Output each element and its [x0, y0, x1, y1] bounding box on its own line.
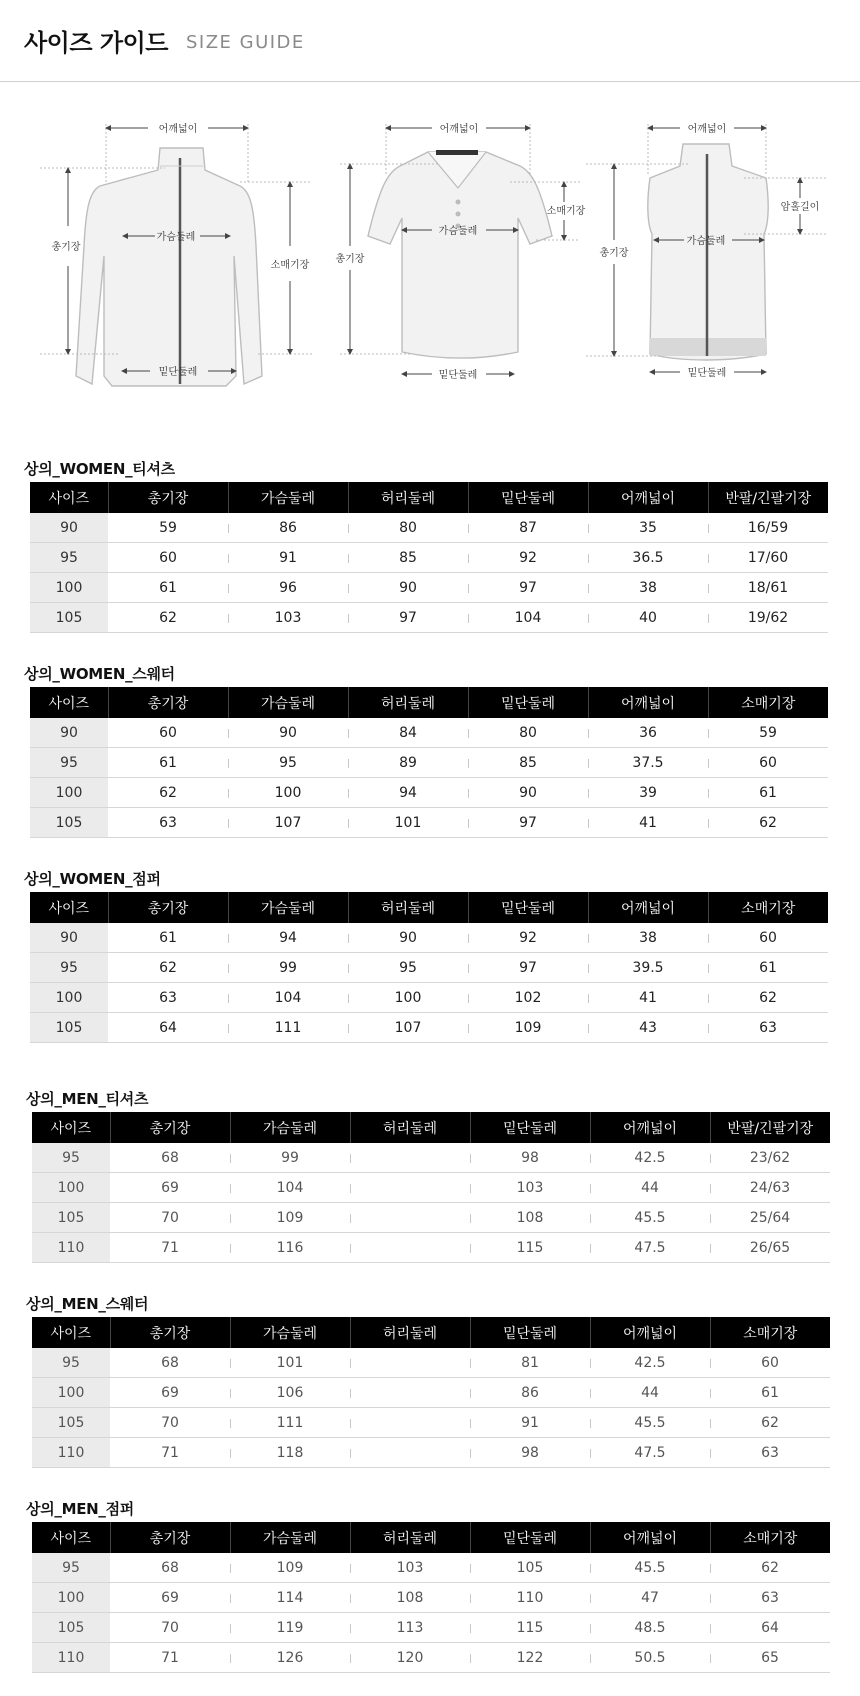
polo-diagram [336, 122, 586, 381]
table-row [32, 1438, 830, 1468]
value-cell: 62 [108, 603, 228, 633]
value-cell: 104 [228, 983, 348, 1013]
column-header: 사이즈 [30, 482, 108, 513]
value-cell: 94 [348, 778, 468, 808]
value-cell: 90 [348, 923, 468, 953]
value-cell: 113 [350, 1613, 470, 1643]
value-cell: 116 [230, 1233, 350, 1263]
value-cell: 39 [588, 778, 708, 808]
value-cell: 60 [108, 718, 228, 748]
value-cell: 62 [108, 953, 228, 983]
value-cell: 96 [228, 573, 348, 603]
size-cell: 90 [30, 513, 108, 543]
value-cell: 69 [110, 1583, 230, 1613]
section-title: 상의_MEN_점퍼 [26, 1500, 134, 1518]
value-cell: 95 [228, 748, 348, 778]
size-cell: 105 [30, 808, 108, 838]
size-cell: 100 [30, 983, 108, 1013]
value-cell: 71 [110, 1438, 230, 1468]
column-header: 총기장 [110, 1317, 230, 1348]
value-cell: 89 [348, 748, 468, 778]
table-row [30, 543, 828, 573]
column-header: 허리둘레 [350, 1522, 470, 1553]
table-row [32, 1583, 830, 1613]
value-cell: 63 [708, 1013, 828, 1043]
polo-sleeve-label: 소매기장 [546, 206, 586, 217]
jacket-sleeve-label: 소매기장 [270, 260, 310, 271]
value-cell: 107 [228, 808, 348, 838]
column-header: 어깨넓이 [588, 482, 708, 513]
polo-hem-label: 밑단둘레 [438, 370, 478, 381]
value-cell: 103 [470, 1173, 590, 1203]
value-cell: 25/64 [710, 1203, 830, 1233]
page-title: 사이즈 가이드 [24, 29, 168, 57]
value-cell: 36.5 [588, 543, 708, 573]
value-cell: 70 [110, 1203, 230, 1233]
value-cell: 68 [110, 1143, 230, 1173]
value-cell: 68 [110, 1348, 230, 1378]
table-header-row [32, 1522, 830, 1553]
size-cell: 95 [32, 1143, 110, 1173]
value-cell: 64 [710, 1613, 830, 1643]
vest-armhole-label: 암홀길이 [780, 202, 820, 213]
value-cell: 92 [468, 543, 588, 573]
table-row [32, 1643, 830, 1673]
size-table [32, 1317, 830, 1468]
column-header: 반팔/긴팔기장 [708, 482, 828, 513]
table-header-row [30, 687, 828, 718]
value-cell: 109 [230, 1203, 350, 1233]
value-cell: 60 [708, 748, 828, 778]
value-cell: 107 [348, 1013, 468, 1043]
value-cell: 65 [710, 1643, 830, 1673]
value-cell: 86 [228, 513, 348, 543]
size-table [30, 482, 828, 633]
jacket-illustration [76, 148, 262, 386]
value-cell: 50.5 [590, 1643, 710, 1673]
garment-diagrams [0, 106, 860, 426]
value-cell: 115 [470, 1233, 590, 1263]
column-header: 어깨넓이 [590, 1112, 710, 1143]
value-cell [350, 1143, 470, 1173]
value-cell: 61 [108, 923, 228, 953]
column-header: 가슴둘레 [228, 892, 348, 923]
table-header-row [32, 1317, 830, 1348]
table-header-row [30, 482, 828, 513]
value-cell: 106 [230, 1378, 350, 1408]
value-cell: 38 [588, 573, 708, 603]
size-section [26, 1088, 860, 1263]
section-title: 상의_MEN_스웨터 [26, 1295, 149, 1313]
value-cell: 18/61 [708, 573, 828, 603]
value-cell: 101 [230, 1348, 350, 1378]
size-section [26, 1498, 860, 1673]
column-header: 어깨넓이 [588, 892, 708, 923]
value-cell: 61 [710, 1378, 830, 1408]
value-cell: 81 [470, 1348, 590, 1378]
value-cell: 61 [108, 748, 228, 778]
table-row [32, 1378, 830, 1408]
size-cell: 105 [30, 1013, 108, 1043]
value-cell: 45.5 [590, 1203, 710, 1233]
value-cell: 111 [230, 1408, 350, 1438]
value-cell: 71 [110, 1233, 230, 1263]
value-cell: 97 [348, 603, 468, 633]
table-row [32, 1408, 830, 1438]
value-cell: 59 [108, 513, 228, 543]
value-cell: 104 [230, 1173, 350, 1203]
size-cell: 90 [30, 718, 108, 748]
value-cell: 36 [588, 718, 708, 748]
vest-chest-label: 가슴둘레 [686, 236, 726, 247]
polo-shoulder-label: 어깨넓이 [439, 124, 479, 135]
value-cell: 97 [468, 953, 588, 983]
size-cell: 100 [32, 1173, 110, 1203]
value-cell: 94 [228, 923, 348, 953]
column-header: 밑단둘레 [470, 1112, 590, 1143]
value-cell: 118 [230, 1438, 350, 1468]
value-cell: 100 [348, 983, 468, 1013]
jacket-hem-label: 밑단둘레 [158, 367, 198, 378]
value-cell: 115 [470, 1613, 590, 1643]
size-cell: 105 [30, 603, 108, 633]
size-section [24, 868, 860, 1043]
column-header: 밑단둘레 [470, 1522, 590, 1553]
value-cell: 103 [350, 1553, 470, 1583]
column-header: 총기장 [108, 482, 228, 513]
size-cell: 105 [32, 1613, 110, 1643]
value-cell: 62 [708, 808, 828, 838]
value-cell: 42.5 [590, 1348, 710, 1378]
value-cell: 114 [230, 1583, 350, 1613]
vest-hem-label: 밑단둘레 [687, 368, 727, 379]
table-row [30, 748, 828, 778]
value-cell: 90 [348, 573, 468, 603]
value-cell: 90 [468, 778, 588, 808]
size-cell: 110 [32, 1233, 110, 1263]
value-cell: 120 [350, 1643, 470, 1673]
size-cell: 95 [30, 748, 108, 778]
section-title: 상의_WOMEN_점퍼 [24, 870, 161, 888]
value-cell: 126 [230, 1643, 350, 1673]
value-cell: 38 [588, 923, 708, 953]
column-header: 사이즈 [32, 1317, 110, 1348]
value-cell: 108 [350, 1583, 470, 1613]
value-cell: 85 [468, 748, 588, 778]
table-row [30, 923, 828, 953]
section-title: 상의_WOMEN_스웨터 [24, 665, 175, 683]
vest-diagram [586, 122, 826, 379]
size-cell: 95 [32, 1348, 110, 1378]
value-cell: 97 [468, 808, 588, 838]
value-cell: 19/62 [708, 603, 828, 633]
column-header: 총기장 [110, 1112, 230, 1143]
size-cell: 95 [32, 1553, 110, 1583]
column-header: 밑단둘레 [468, 687, 588, 718]
value-cell: 42.5 [590, 1143, 710, 1173]
column-header: 사이즈 [32, 1112, 110, 1143]
value-cell: 68 [110, 1553, 230, 1583]
table-row [32, 1203, 830, 1233]
value-cell: 71 [110, 1643, 230, 1673]
value-cell: 48.5 [590, 1613, 710, 1643]
page-subtitle: SIZE GUIDE [185, 32, 305, 53]
value-cell: 84 [348, 718, 468, 748]
size-cell: 95 [30, 953, 108, 983]
value-cell: 45.5 [590, 1553, 710, 1583]
value-cell: 90 [228, 718, 348, 748]
section-title: 상의_WOMEN_티셔츠 [24, 460, 175, 478]
column-header: 어깨넓이 [588, 687, 708, 718]
value-cell [350, 1233, 470, 1263]
value-cell: 63 [108, 808, 228, 838]
value-cell: 44 [590, 1173, 710, 1203]
value-cell: 41 [588, 983, 708, 1013]
value-cell: 100 [228, 778, 348, 808]
value-cell: 64 [108, 1013, 228, 1043]
value-cell: 62 [108, 778, 228, 808]
value-cell: 62 [708, 983, 828, 1013]
section-title: 상의_MEN_티셔츠 [26, 1090, 149, 1108]
value-cell [350, 1378, 470, 1408]
value-cell: 91 [228, 543, 348, 573]
jacket-length-label: 총기장 [51, 242, 81, 253]
column-header: 소매기장 [710, 1522, 830, 1553]
value-cell: 108 [470, 1203, 590, 1233]
jacket-diagram [40, 122, 312, 386]
value-cell: 101 [348, 808, 468, 838]
value-cell: 63 [108, 983, 228, 1013]
value-cell: 69 [110, 1173, 230, 1203]
size-cell: 110 [32, 1438, 110, 1468]
value-cell: 99 [230, 1143, 350, 1173]
page-header [0, 0, 860, 82]
value-cell: 87 [468, 513, 588, 543]
value-cell: 62 [710, 1553, 830, 1583]
column-header: 밑단둘레 [470, 1317, 590, 1348]
value-cell: 44 [590, 1378, 710, 1408]
value-cell: 99 [228, 953, 348, 983]
value-cell: 63 [710, 1583, 830, 1613]
column-header: 가슴둘레 [228, 482, 348, 513]
column-header: 가슴둘레 [230, 1317, 350, 1348]
table-row [30, 603, 828, 633]
value-cell: 97 [468, 573, 588, 603]
value-cell: 41 [588, 808, 708, 838]
column-header: 가슴둘레 [228, 687, 348, 718]
polo-chest-label: 가슴둘레 [438, 226, 478, 237]
value-cell: 63 [710, 1438, 830, 1468]
value-cell: 61 [708, 778, 828, 808]
value-cell: 85 [348, 543, 468, 573]
value-cell: 109 [468, 1013, 588, 1043]
value-cell: 98 [470, 1438, 590, 1468]
value-cell: 105 [470, 1553, 590, 1583]
value-cell: 95 [348, 953, 468, 983]
column-header: 총기장 [108, 892, 228, 923]
table-row [32, 1173, 830, 1203]
value-cell: 122 [470, 1643, 590, 1673]
value-cell: 70 [110, 1408, 230, 1438]
value-cell: 86 [470, 1378, 590, 1408]
value-cell: 43 [588, 1013, 708, 1043]
value-cell: 45.5 [590, 1408, 710, 1438]
column-header: 허리둘레 [350, 1112, 470, 1143]
column-header: 어깨넓이 [590, 1317, 710, 1348]
value-cell: 35 [588, 513, 708, 543]
value-cell: 60 [708, 923, 828, 953]
value-cell [350, 1438, 470, 1468]
value-cell: 24/63 [710, 1173, 830, 1203]
table-row [32, 1553, 830, 1583]
value-cell [350, 1348, 470, 1378]
column-header: 소매기장 [708, 892, 828, 923]
value-cell: 59 [708, 718, 828, 748]
table-row [32, 1348, 830, 1378]
size-table [30, 687, 828, 838]
table-row [30, 953, 828, 983]
table-row [30, 573, 828, 603]
size-cell: 90 [30, 923, 108, 953]
table-row [30, 778, 828, 808]
column-header: 가슴둘레 [230, 1112, 350, 1143]
size-cell: 105 [32, 1203, 110, 1233]
value-cell: 111 [228, 1013, 348, 1043]
garment-diagram-svg [0, 106, 860, 426]
table-row [32, 1613, 830, 1643]
value-cell: 47 [590, 1583, 710, 1613]
table-row [30, 1013, 828, 1043]
value-cell [350, 1173, 470, 1203]
value-cell: 39.5 [588, 953, 708, 983]
table-header-row [32, 1112, 830, 1143]
size-table [32, 1522, 830, 1673]
column-header: 반팔/긴팔기장 [710, 1112, 830, 1143]
value-cell: 26/65 [710, 1233, 830, 1263]
size-cell: 100 [32, 1378, 110, 1408]
size-cell: 95 [30, 543, 108, 573]
value-cell [350, 1408, 470, 1438]
size-section [24, 458, 860, 633]
size-cell: 110 [32, 1643, 110, 1673]
table-header-row [30, 892, 828, 923]
value-cell: 16/59 [708, 513, 828, 543]
value-cell: 60 [710, 1348, 830, 1378]
column-header: 밑단둘레 [468, 482, 588, 513]
polo-length-label: 총기장 [335, 254, 365, 265]
column-header: 사이즈 [30, 687, 108, 718]
value-cell: 70 [110, 1613, 230, 1643]
column-header: 소매기장 [708, 687, 828, 718]
column-header: 총기장 [108, 687, 228, 718]
size-cell: 105 [32, 1408, 110, 1438]
value-cell: 69 [110, 1378, 230, 1408]
value-cell: 92 [468, 923, 588, 953]
jacket-chest-label: 가슴둘레 [156, 232, 196, 243]
value-cell: 104 [468, 603, 588, 633]
size-cell: 100 [30, 573, 108, 603]
value-cell [350, 1203, 470, 1233]
size-section [24, 663, 860, 838]
column-header: 어깨넓이 [590, 1522, 710, 1553]
value-cell: 23/62 [710, 1143, 830, 1173]
value-cell: 103 [228, 603, 348, 633]
value-cell: 61 [708, 953, 828, 983]
column-header: 총기장 [110, 1522, 230, 1553]
value-cell: 109 [230, 1553, 350, 1583]
value-cell: 80 [468, 718, 588, 748]
vest-length-label: 총기장 [599, 248, 629, 259]
table-row [30, 808, 828, 838]
column-header: 밑단둘레 [468, 892, 588, 923]
value-cell: 80 [348, 513, 468, 543]
table-row [30, 983, 828, 1013]
value-cell: 47.5 [590, 1438, 710, 1468]
column-header: 허리둘레 [350, 1317, 470, 1348]
value-cell: 110 [470, 1583, 590, 1613]
column-header: 가슴둘레 [230, 1522, 350, 1553]
value-cell: 17/60 [708, 543, 828, 573]
value-cell: 102 [468, 983, 588, 1013]
value-cell: 61 [108, 573, 228, 603]
table-row [30, 513, 828, 543]
value-cell: 91 [470, 1408, 590, 1438]
column-header: 허리둘레 [348, 687, 468, 718]
value-cell: 37.5 [588, 748, 708, 778]
value-cell: 62 [710, 1408, 830, 1438]
column-header: 허리둘레 [348, 482, 468, 513]
table-row [32, 1143, 830, 1173]
value-cell: 60 [108, 543, 228, 573]
column-header: 허리둘레 [348, 892, 468, 923]
value-cell: 119 [230, 1613, 350, 1643]
value-cell: 98 [470, 1143, 590, 1173]
column-header: 소매기장 [710, 1317, 830, 1348]
size-cell: 100 [32, 1583, 110, 1613]
size-section [26, 1293, 860, 1468]
vest-shoulder-label: 어깨넓이 [687, 124, 727, 135]
table-row [32, 1233, 830, 1263]
value-cell: 47.5 [590, 1233, 710, 1263]
size-cell: 100 [30, 778, 108, 808]
column-header: 사이즈 [32, 1522, 110, 1553]
jacket-shoulder-label: 어깨넓이 [158, 124, 198, 135]
size-table [30, 892, 828, 1043]
size-table [32, 1112, 830, 1263]
table-row [30, 718, 828, 748]
column-header: 사이즈 [30, 892, 108, 923]
value-cell: 40 [588, 603, 708, 633]
